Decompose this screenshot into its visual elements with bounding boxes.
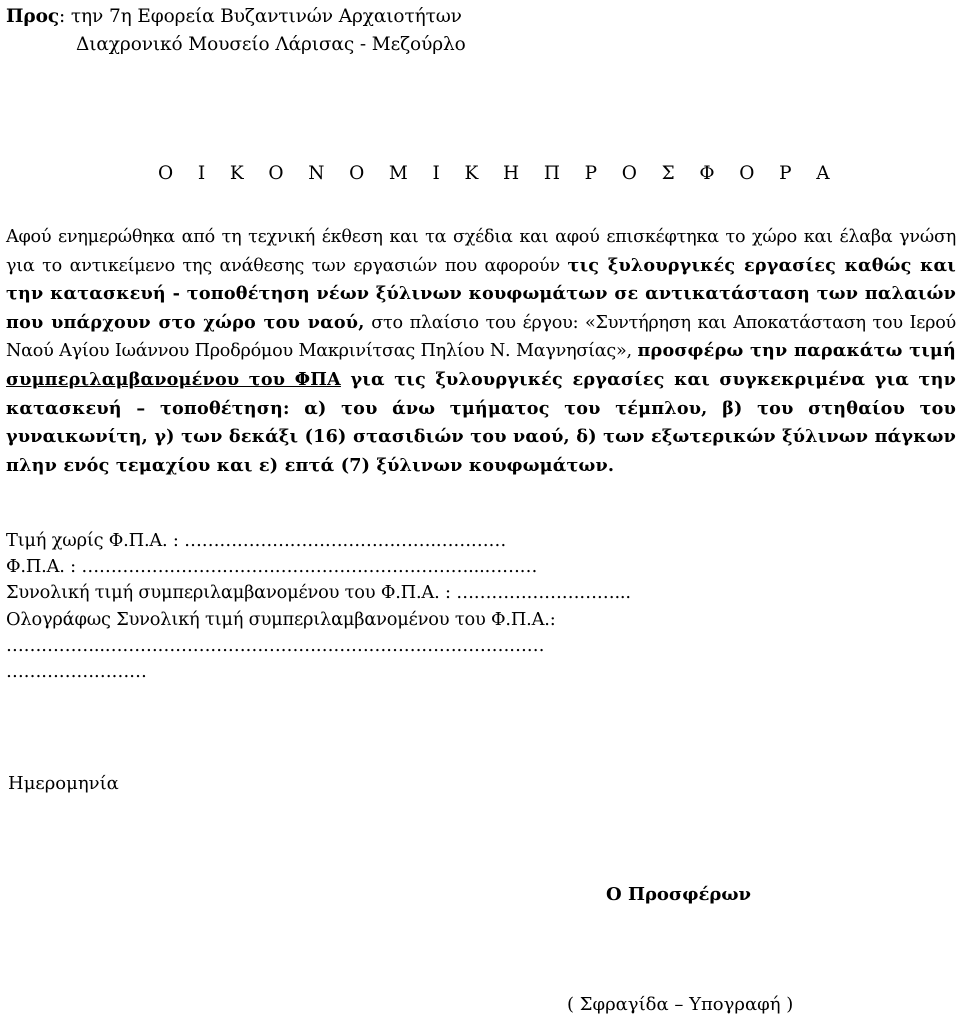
offer-body xyxy=(6,223,956,480)
total-in-words-dots-1: ……………..………………………………………………………………… xyxy=(6,634,545,656)
recipient-block xyxy=(6,3,466,59)
recipient-authority: : την 7η Εφορεία Βυζαντινών Αρχαιοτήτων xyxy=(58,6,462,27)
stamp-signature-label: ( Σφραγίδα – Υπογραφή ) xyxy=(567,994,794,1015)
body-work-items: για τις ξυλουργικές εργασίες και συγκεκριμένα για την κατασκευή – τοποθέτηση: α) του άνω τμήματος του τέμπλου, β) του στηθαίου του γυναικωνίτη, γ) των δεκάξι (16) στασιδιών του ναού, δ) των εξωτερικών ξύλινων πάγκων πλην ενός τεμαχίου και ε) επτά (7) ξύλινων κουφωμάτων. xyxy=(6,368,956,476)
body-intro: Αφού ενημερώθηκα από τη τεχνική έκθεση και τα σχέδια και αφού επισκέφτηκα το χώρο και έλαβα γνώση για το αντικείμενο της ανάθεσης των εργασιών που αφορούν xyxy=(6,227,956,276)
document-title: Ο Ι Κ Ο Ν Ο Μ Ι Κ Η Π Ρ Ο Σ Φ Ο Ρ Α xyxy=(158,163,832,184)
body-vat-included: συμπεριλαμβανομένου του ΦΠΑ xyxy=(6,368,341,390)
offerer-label: Ο Προσφέρων xyxy=(606,884,752,905)
body-project-reference: στο πλαίσιο του έργου: «Συντήρηση και Αποκατάσταση του Ιερού Ναού Αγίου Ιωάννου Προδρόμου Μακρινίτσας Πηλίου Ν. Μαγνησίας», xyxy=(6,312,956,362)
price-without-vat: Τιμή χωρίς Φ.Π.Α. : …………………………………….………… xyxy=(6,530,507,551)
date-label: Ημερομηνία xyxy=(8,773,119,794)
total-with-vat: Συνολική τιμή συμπεριλαμβανομένου του Φ.Π.Α. : ………………………... xyxy=(6,582,631,604)
total-in-words-label: Ολογράφως Συνολική τιμή συμπεριλαμβανομένου του Φ.Π.Α.: xyxy=(6,608,556,630)
body-offer-statement: προσφέρω την παρακάτω τιμή xyxy=(637,340,956,362)
recipient-line-1 xyxy=(6,3,466,31)
body-work-description: τις ξυλουργικές εργασίες καθώς και την κατασκευή - τοποθέτηση νέων ξύλινων κουφωμάτων σε αντικατάσταση των παλαιών που υπάρχουν στο χώρο του ναού, xyxy=(6,254,956,333)
pricing-block xyxy=(6,528,631,685)
vat-amount: Φ.Π.Α. : …………………………………………………………...……… xyxy=(6,556,538,578)
total-in-words-dots-2: …………………… xyxy=(6,661,147,683)
recipient-label: Προς xyxy=(6,6,59,27)
recipient-line-2: Διαχρονικό Μουσείο Λάρισας - Μεζούρλο xyxy=(76,34,466,55)
